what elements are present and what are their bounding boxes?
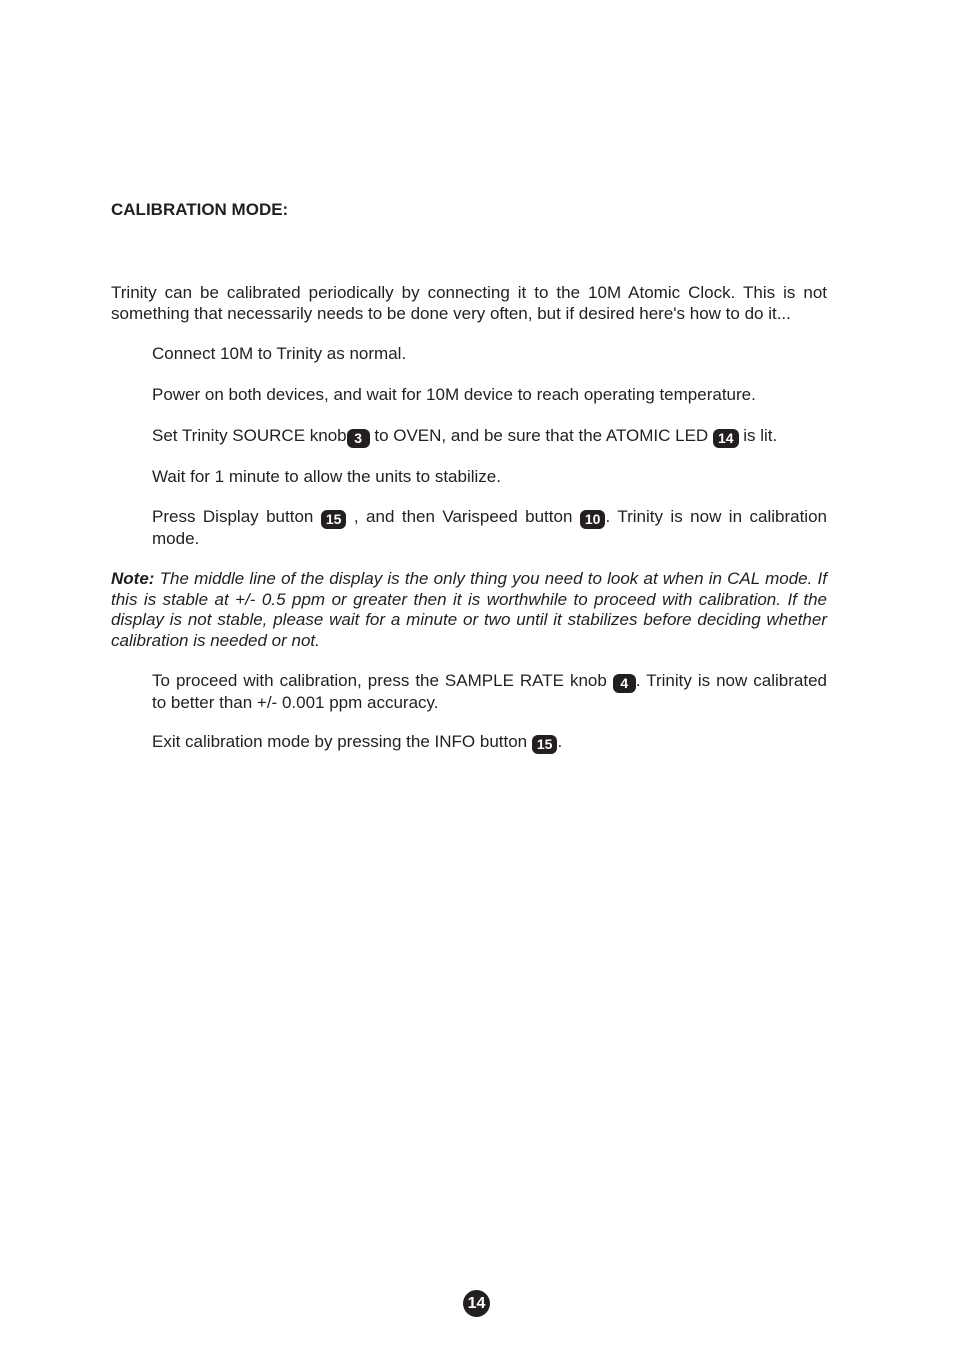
step-exit-calibration <box>152 732 827 754</box>
step-text: Exit calibration mode by pressing the INFO button <box>152 732 532 751</box>
control-number-badge: 4 <box>613 674 636 693</box>
step-text: is lit. <box>738 426 778 445</box>
control-number-badge: 10 <box>580 510 606 529</box>
step-text: . Trinity is now calibrated to better than +/- 0.001 ppm accuracy. <box>152 671 827 712</box>
section-heading: CALIBRATION MODE: <box>111 200 289 219</box>
step-proceed-calibration <box>152 671 827 714</box>
control-number-badge: 14 <box>713 429 739 448</box>
step-text: . Trinity is now in calibration mode. <box>152 507 827 548</box>
step-wait: Wait for 1 minute to allow the units to stabilize. <box>152 467 501 486</box>
step-press-display <box>152 507 827 550</box>
step-text: Set Trinity SOURCE knob <box>152 426 347 445</box>
step-text: to OVEN, and be sure that the ATOMIC LED <box>369 426 713 445</box>
control-number-badge: 15 <box>321 510 347 529</box>
step-text: To proceed with calibration, press the SAMPLE RATE knob <box>152 671 613 690</box>
step-power-on: Power on both devices, and wait for 10M device to reach operating temperature. <box>152 385 756 404</box>
note-text: The middle line of the display is the only thing you need to look at when in CAL mode. If this is stable at +/- 0.5 ppm or greater then it is worthwhile to proceed with calibration. If the display is not stable, please wait for a minute or two until it stabilizes before deciding whether calibration is needed or not. <box>111 569 827 650</box>
note-paragraph <box>111 569 827 651</box>
note-label: Note: <box>111 569 155 588</box>
step-text: , and then Varispeed button <box>346 507 580 526</box>
step-set-source <box>152 426 827 448</box>
step-connect: Connect 10M to Trinity as normal. <box>152 344 407 363</box>
page-number: 14 <box>463 1290 490 1317</box>
control-number-badge: 3 <box>347 429 370 448</box>
step-text: . <box>557 732 563 751</box>
control-number-badge: 15 <box>532 735 558 754</box>
step-text: Press Display button <box>152 507 321 526</box>
intro-paragraph: Trinity can be calibrated periodically by connecting it to the 10M Atomic Clock. This is not something that necessarily needs to be done very often, but if desired here's how to do it... <box>111 283 827 323</box>
